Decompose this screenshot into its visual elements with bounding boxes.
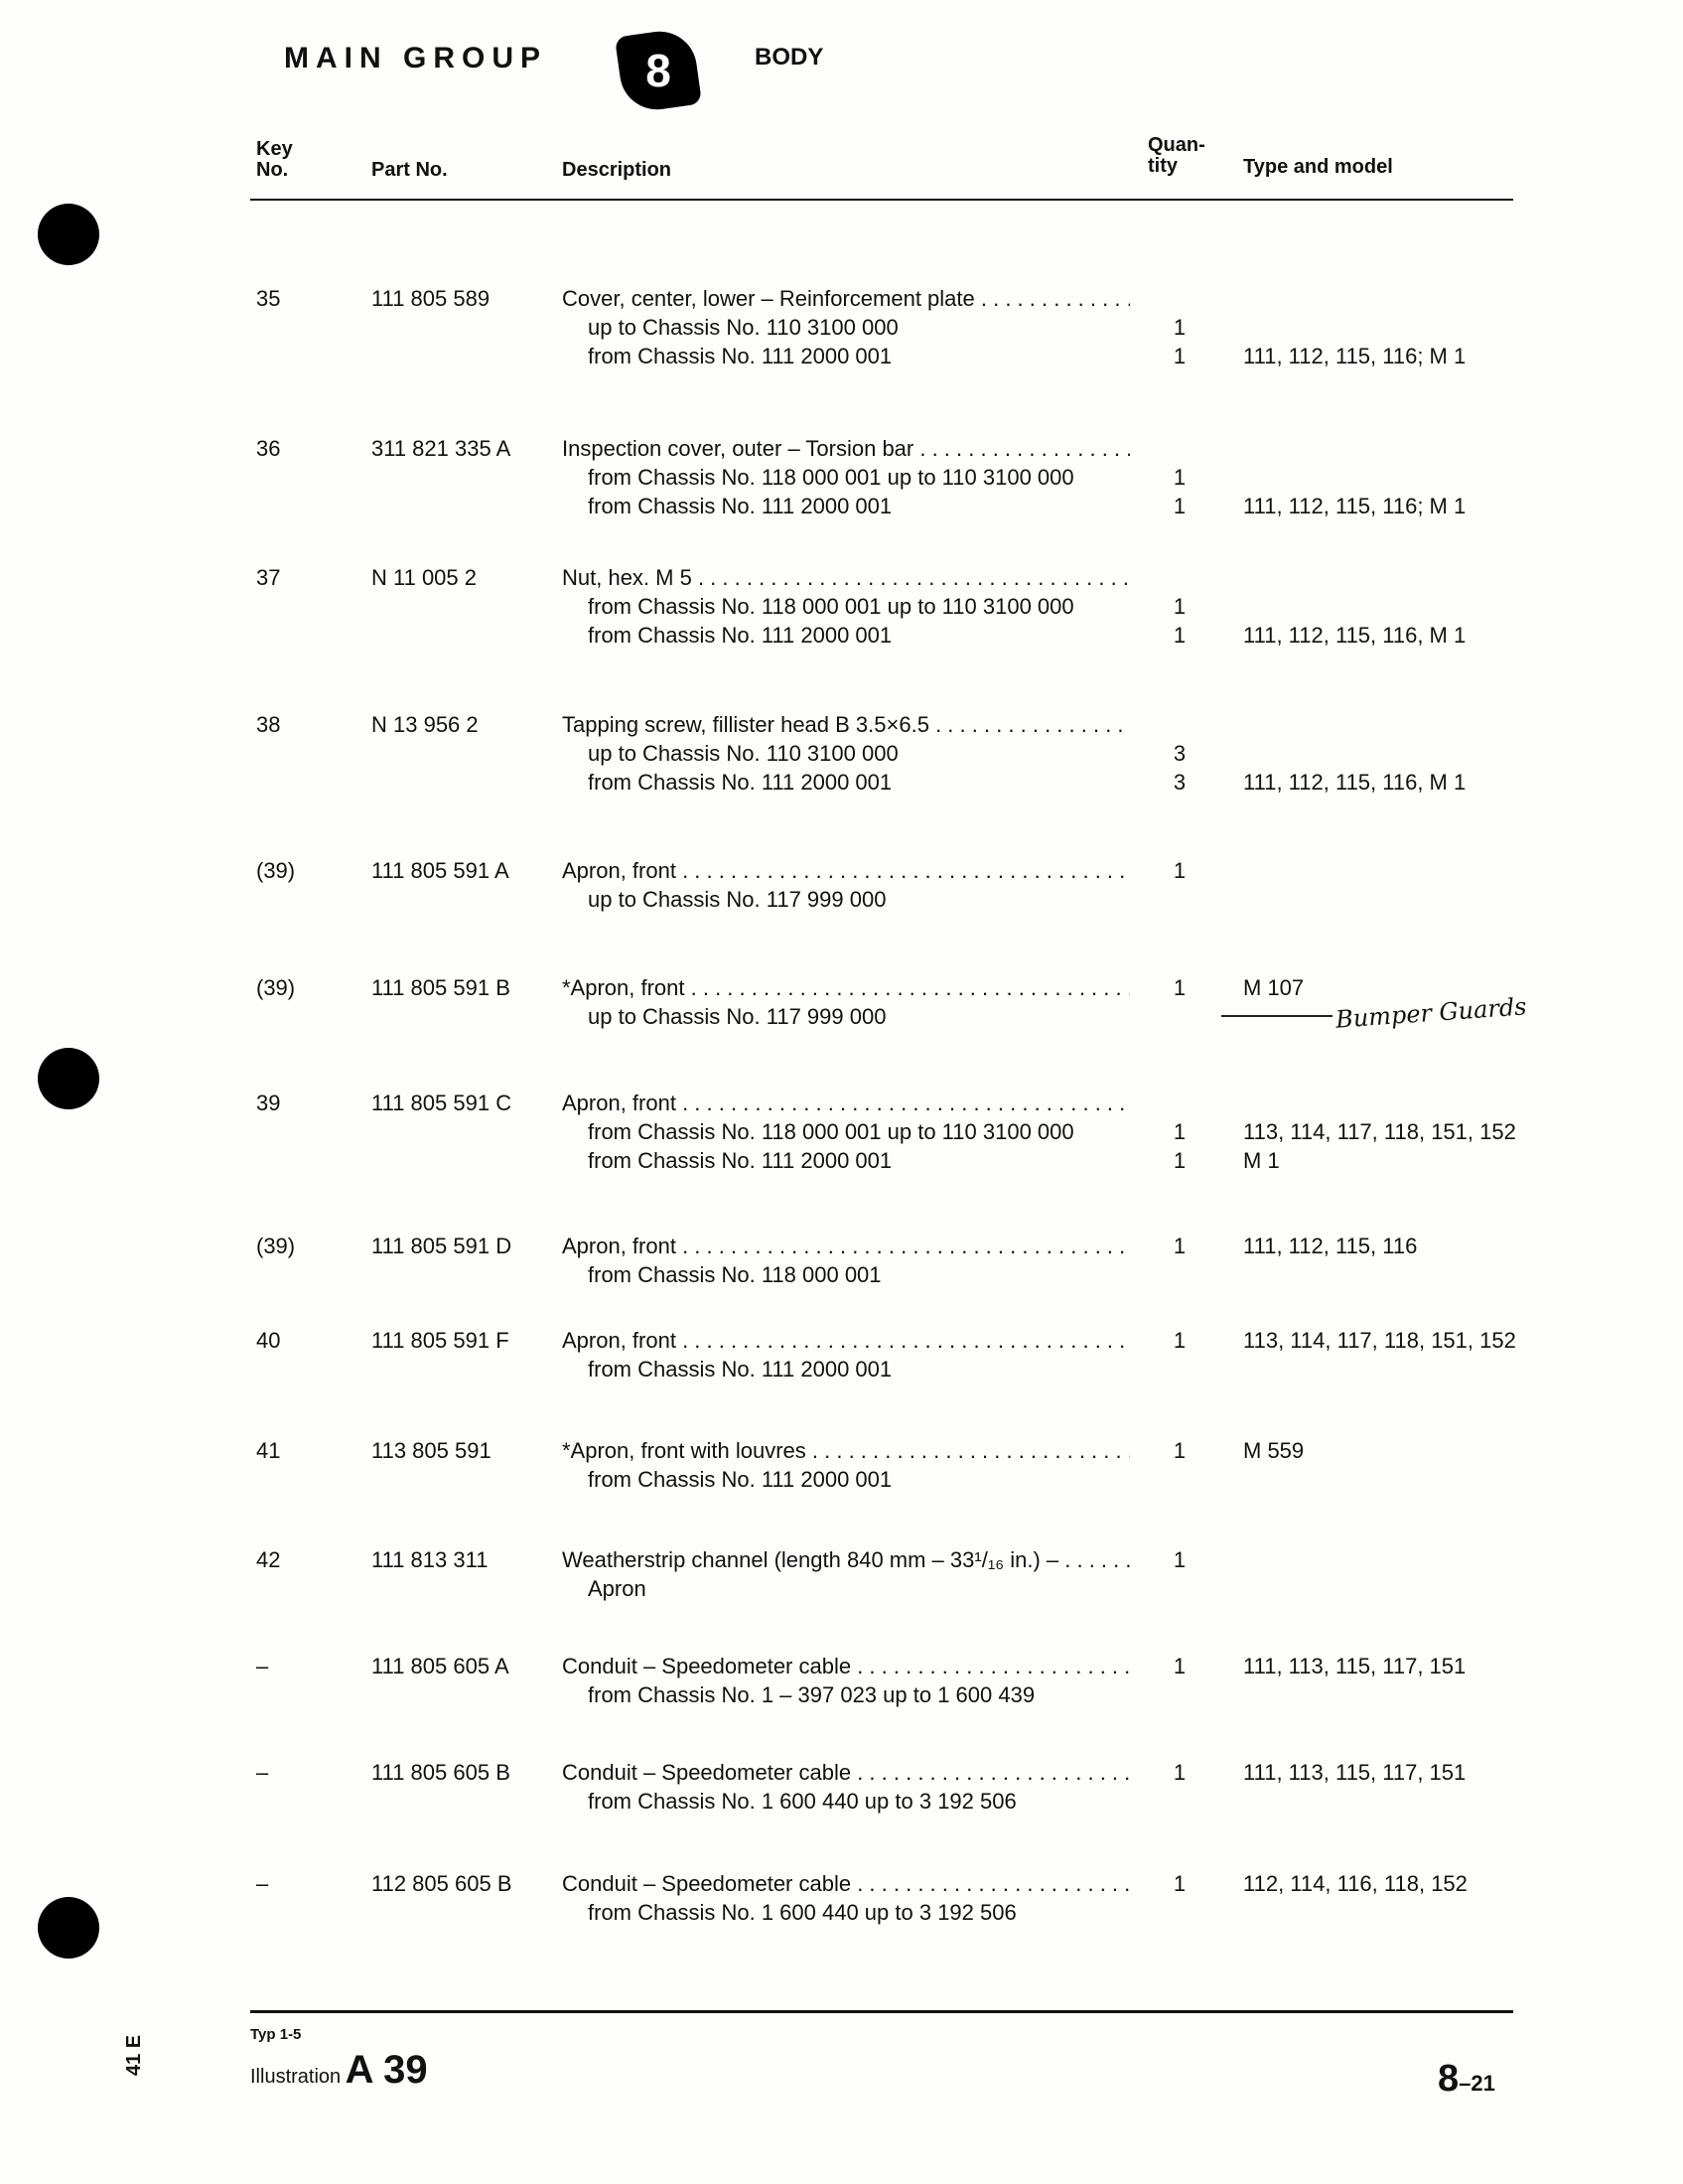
quantity: 1 [1173,344,1187,368]
quantity: 1 [1173,1654,1187,1678]
part-number: 112 805 605 B [371,1871,512,1896]
description [562,1869,1130,1927]
quantity: 1 [1173,1547,1187,1572]
illustration-label: Illustration [250,2066,342,2088]
quantity: 1 [1173,858,1187,883]
description [562,1436,1130,1494]
description-subline: up to Chassis No. 110 3100 000 [588,315,899,340]
type-model: 111, 112, 115, 116, M 1 [1243,770,1467,795]
description-subline: from Chassis No. 1 600 440 up to 3 192 506 [588,1900,1017,1925]
type-model: 111, 112, 115, 116, M 1 [1243,623,1467,648]
part-number: 113 805 591 [371,1438,491,1463]
description-main: Conduit – Speedometer cable . . . [562,1869,1130,1898]
description [562,1758,1130,1816]
quantity: 1 [1173,975,1187,1000]
description-main: Conduit – Speedometer cable . . . [562,1758,1130,1787]
part-number: 111 805 591 C [371,1091,512,1115]
description-subline: from Chassis No. 1 – 397 023 up to 1 600 439 [588,1682,1036,1707]
quantity: 1 [1173,1119,1187,1144]
quantity: 1 [1173,315,1187,340]
description-subline: from Chassis No. 118 000 001 [588,1262,882,1287]
key-number: 37 [256,565,281,590]
quantity: 1 [1173,1760,1187,1785]
page-number: 8–21 [1438,2058,1495,2100]
description-main: Apron, front . . . [562,1326,1130,1355]
type-model: 113, 114, 117, 118, 151, 152 [1243,1328,1516,1353]
description-subline: from Chassis No. 111 2000 001 [588,770,893,795]
group-number-badge [620,32,697,109]
handwritten-line [1221,1015,1332,1017]
quantity: 1 [1173,623,1187,648]
section-title: BODY [755,44,824,71]
key-number: (39) [256,858,296,883]
description [562,1326,1130,1383]
part-number: 311 821 335 A [371,436,511,461]
description-subline: from Chassis No. 111 2000 001 [588,1148,893,1173]
header-rule [250,199,1513,201]
quantity: 1 [1173,1871,1187,1896]
description-main: Apron, front . . . [562,1232,1130,1260]
part-number: 111 805 591 A [371,858,509,883]
part-number: 111 805 591 F [371,1328,509,1353]
quantity: 1 [1173,494,1187,518]
description-header: Description [562,159,672,181]
quantity: 1 [1173,1328,1187,1353]
key-number: – [256,1760,269,1785]
description-main: Apron, front . . . [562,1089,1130,1117]
description [562,284,1130,370]
quantity: 1 [1173,1234,1187,1258]
description-main: Nut, hex. M 5 . . . [562,563,1130,592]
part-number: N 11 005 2 [371,565,478,590]
key-number: 40 [256,1328,281,1353]
type-model: 113, 114, 117, 118, 151, 152 [1243,1119,1516,1144]
type-model: M 559 [1243,1438,1305,1463]
description-subline: from Chassis No. 118 000 001 up to 110 3100 000 [588,1119,1074,1144]
description-subline: from Chassis No. 111 2000 001 [588,1467,893,1492]
description [562,710,1130,797]
main-group-label: MAIN GROUP [284,42,547,74]
quantity: 3 [1173,741,1187,766]
part-number: 111 805 591 D [371,1234,512,1258]
quantity: 1 [1173,465,1187,490]
description-subline: up to Chassis No. 117 999 000 [588,887,887,912]
type-model: 111, 112, 115, 116 [1243,1234,1418,1258]
key-number: (39) [256,1234,296,1258]
description-subline: from Chassis No. 111 2000 001 [588,494,893,518]
description-main: *Apron, front with louvres . . . [562,1436,1130,1465]
description [562,1652,1130,1709]
description-main: Conduit – Speedometer cable . . . [562,1652,1130,1680]
description-subline: from Chassis No. 111 2000 001 [588,623,893,648]
description [562,973,1130,1031]
part-number: 111 805 605 A [371,1654,509,1678]
description [562,434,1130,520]
description-subline: from Chassis No. 118 000 001 up to 110 3100 000 [588,594,1074,619]
illustration-number: A 39 [345,2048,428,2092]
description-main: *Apron, front . . . [562,973,1130,1002]
description-main: Cover, center, lower – Reinforcement plate . . . [562,284,1130,313]
type-model: 111, 113, 115, 117, 151 [1243,1654,1467,1678]
margin-code: 41 E [123,2034,145,2076]
key-number: – [256,1871,269,1896]
illustration-ref [250,2048,428,2093]
description [562,1232,1130,1289]
type-model-header: Type and model [1243,156,1393,178]
quantity: 3 [1173,770,1187,795]
footer-rule [250,2010,1513,2013]
punch-hole [38,1897,99,1959]
description-main: Weatherstrip channel (length 840 mm – 33¹/₁₆ in.) – . . . [562,1545,1130,1574]
description-subline: from Chassis No. 111 2000 001 [588,1357,893,1382]
part-number: 111 813 311 [371,1547,489,1572]
quantity: 1 [1173,1438,1187,1463]
part-number: 111 805 605 B [371,1760,510,1785]
key-number: 38 [256,712,281,737]
description-subline: from Chassis No. 118 000 001 up to 110 3100 000 [588,465,1074,490]
key-number: 41 [256,1438,281,1463]
type-model: 111, 112, 115, 116; M 1 [1243,494,1467,518]
key-number: 36 [256,436,281,461]
punch-hole [38,204,99,265]
description [562,563,1130,650]
description-subline: from Chassis No. 1 600 440 up to 3 192 506 [588,1789,1017,1814]
description-main: Inspection cover, outer – Torsion bar . . . [562,434,1130,463]
part-number: 111 805 589 [371,286,491,311]
quantity: 1 [1173,594,1187,619]
description-main: Tapping screw, fillister head B 3.5×6.5 . . . [562,710,1130,739]
description [562,1089,1130,1175]
quantity-header: Quan- tity [1148,134,1205,177]
key-number: 42 [256,1547,281,1572]
type-model: M 107 [1243,975,1305,1000]
key-number: (39) [256,975,296,1000]
type-model: 111, 113, 115, 117, 151 [1243,1760,1467,1785]
description-main: Apron, front . . . [562,856,1130,885]
key-number: 39 [256,1091,281,1115]
description [562,1545,1130,1603]
group-number: 8 [645,45,671,96]
part-number-header: Part No. [371,159,448,181]
quantity: 1 [1173,1148,1187,1173]
part-number: N 13 956 2 [371,712,479,737]
type-note: Typ 1-5 [250,2026,302,2043]
description-subline: up to Chassis No. 117 999 000 [588,1004,887,1029]
key-number: 35 [256,286,281,311]
type-model: 112, 114, 116, 118, 152 [1243,1871,1468,1896]
punch-hole [38,1048,99,1109]
key-header: Key No. [256,138,293,181]
description-subline: up to Chassis No. 110 3100 000 [588,741,899,766]
handwritten-note: Bumper Guards [1334,992,1528,1034]
type-model: M 1 [1243,1148,1280,1173]
description-subline: Apron [588,1576,646,1601]
key-number: – [256,1654,269,1678]
description-subline: from Chassis No. 111 2000 001 [588,344,893,368]
description [562,856,1130,914]
part-number: 111 805 591 B [371,975,510,1000]
type-model: 111, 112, 115, 116; M 1 [1243,344,1467,368]
